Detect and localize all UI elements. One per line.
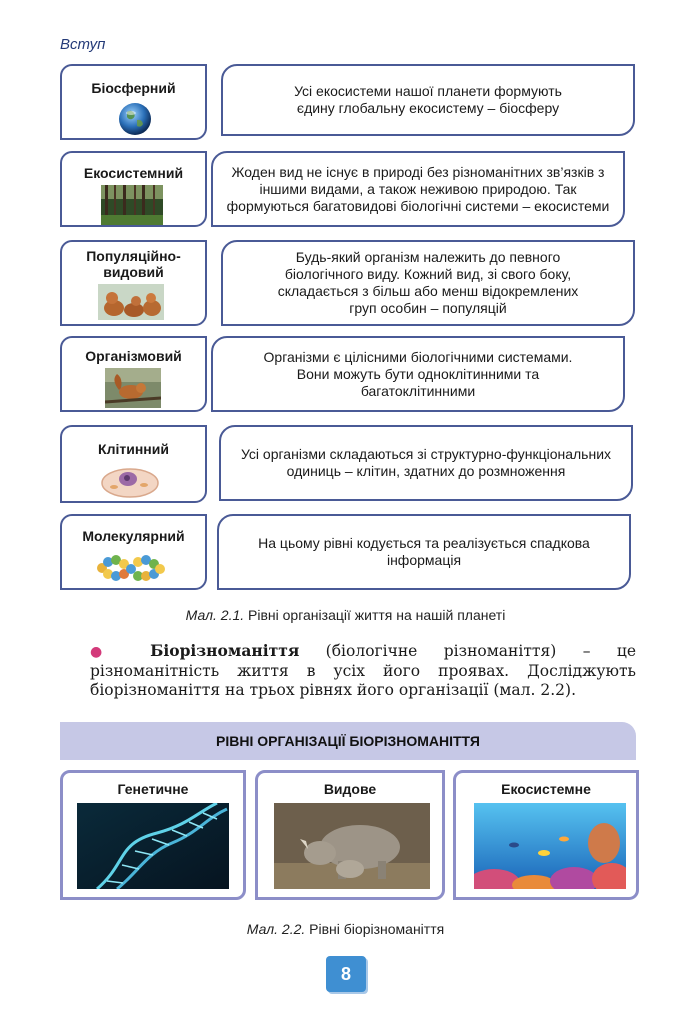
level-description-organism: Організми є цілісними біологічними системами. Вони можуть бути одноклітинними та багатоклітинними [211,336,625,412]
level-description-ecosystem: Жоден вид не існує в природі без різноманітних зв’язків з іншими видами, а також неживою природою. Так формуються багатовидові біологічні системи – екосистеми [211,151,625,227]
level-box-biosphere [60,64,207,140]
banner-title: РІВНІ ОРГАНІЗАЦІЇ БІОРІЗНОМАНІТТЯ [216,733,480,749]
figure-caption-text: Рівні організації життя на нашій планеті [244,607,506,623]
figure-caption-2-2 [0,921,691,937]
level-description-cellular: Усі організми складаються зі структурно-функціональних одиниць – клітин, здатних до розмноження [219,425,633,501]
figure-caption-label: Мал. 2.1. [185,607,245,623]
level-title: Біосферний [91,80,176,96]
squirrels-photo [98,284,164,320]
level-title: Популяційно-видовий [86,248,181,280]
level-description-population-species: Будь-який організм належить до певного біологічного виду. Кожний вид, зі свого боку, складається з більш або менш відокремлених груп особин – популяцій [221,240,635,326]
level-description-molecular: На цьому рівні кодується та реалізується спадкова інформація [217,514,631,590]
level-box-ecosystem [60,151,207,227]
level-box-cellular [60,425,207,503]
page-number-badge: 8 [326,956,366,992]
figure-caption-label: Мал. 2.2. [246,921,306,937]
earth-globe-icon [118,102,152,136]
level-box-population-species [60,240,207,326]
rhinoceros-photo [274,803,430,889]
figure-caption-2-1 [0,607,691,623]
bio-level-title: Видове [323,781,377,797]
bio-level-card-genetic [60,770,246,900]
definition-text: (біологічне різноманіття) – це різноманітність життя в усіх його проявах. Досліджують біорізноманіття на трьох рівнях його організації (мал. 2.2). [90,642,636,699]
figure-caption-text: Рівні біорізноманіття [305,921,445,937]
coral-reef-photo [474,803,626,889]
squirrel-photo [105,368,161,408]
biodiversity-levels-banner [60,722,636,760]
level-description-biosphere: Усі екосистеми нашої планети формують єдину глобальну екосистему – біосферу [221,64,635,136]
cell-illustration [100,461,160,499]
level-title: Екосистемний [83,165,184,181]
forest-photo [101,185,163,225]
level-box-molecular [60,514,207,590]
level-title: Молекулярний [82,528,185,544]
dna-helix-photo [77,803,229,889]
level-title: Організмовий [85,348,182,364]
level-title: Клітинний [98,441,169,457]
bio-level-card-species [255,770,445,900]
biodiversity-definition [90,641,636,700]
bio-level-title: Генетичне [117,781,189,797]
bio-level-card-ecosystem [453,770,639,900]
dna-molecule-icon [96,552,166,586]
section-label: Вступ [60,36,106,53]
term-biodiversity: Біорізноманіття [150,641,300,660]
bio-level-title: Екосистемне [501,781,591,797]
bullet-icon: ● [90,644,124,660]
level-box-organism [60,336,207,412]
